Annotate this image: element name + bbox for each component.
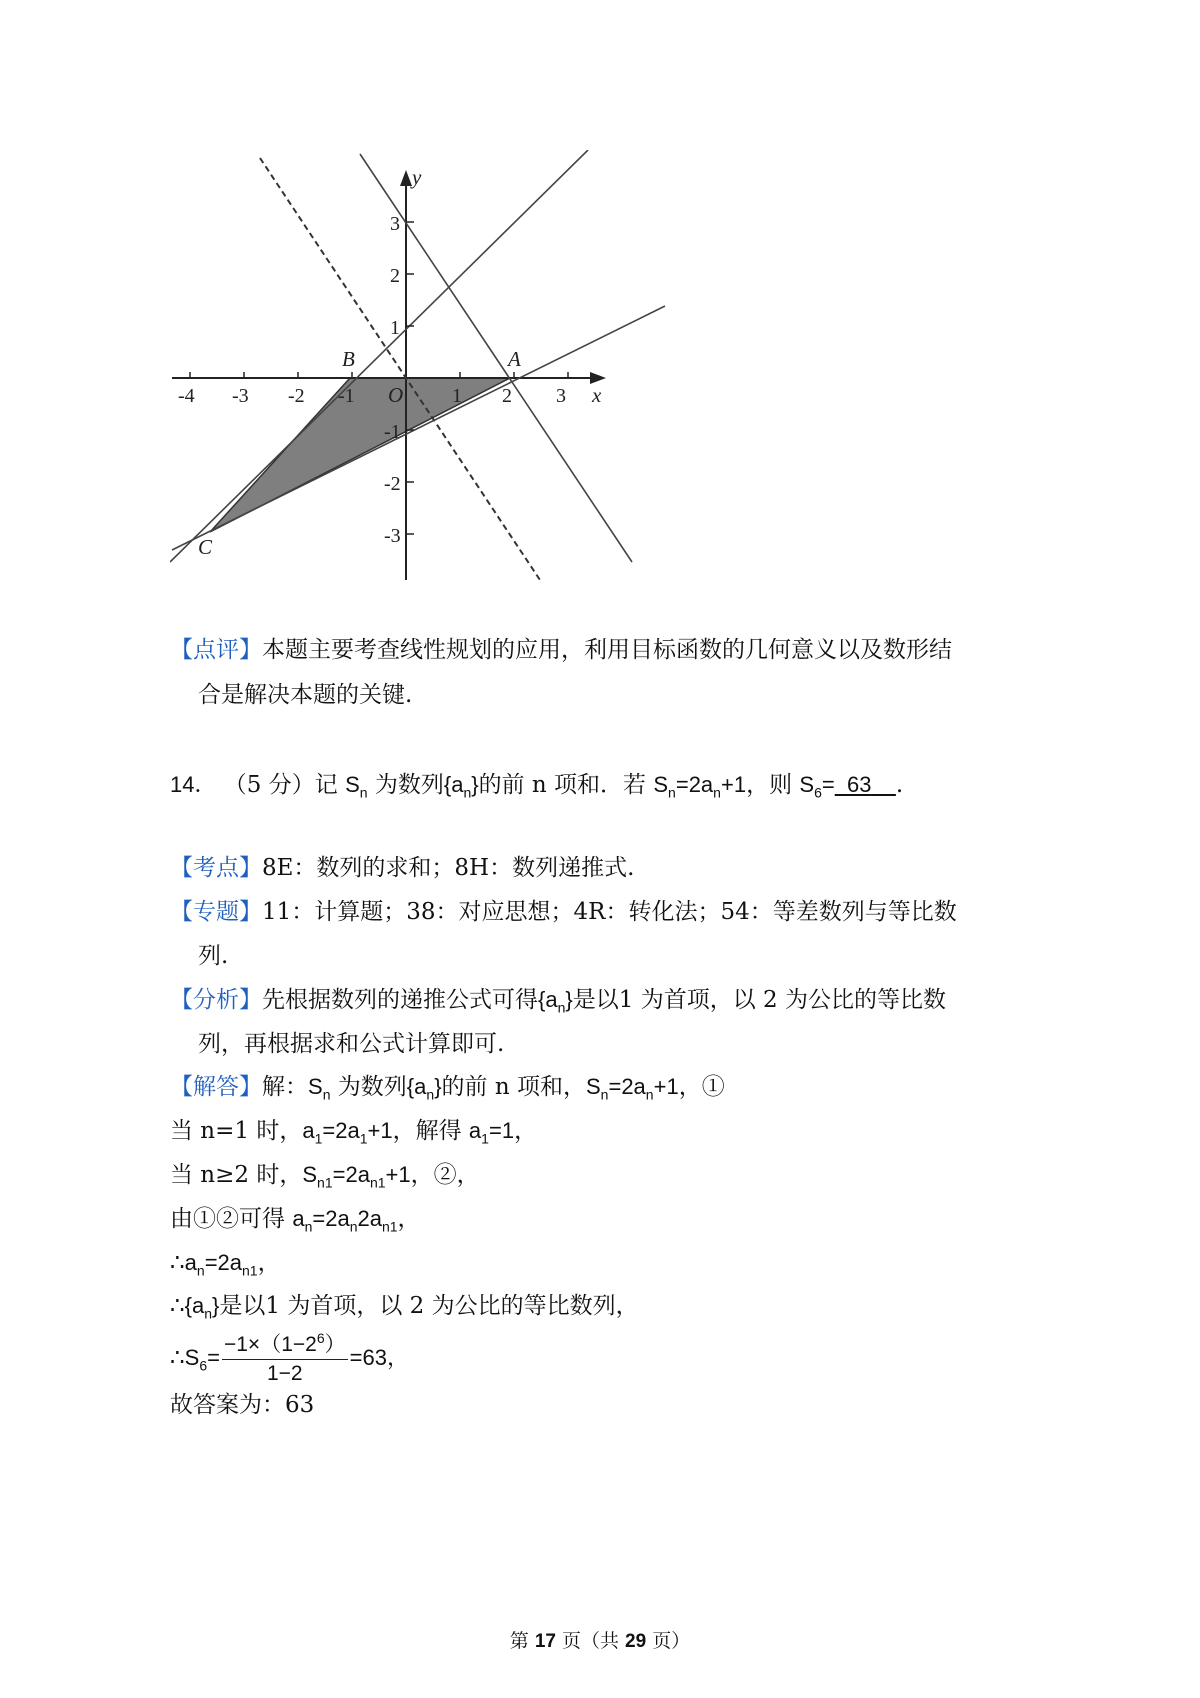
y-tick-label: 1 [390, 317, 400, 339]
line-through-a-c [172, 306, 665, 550]
line-through-a-steep [360, 154, 632, 562]
jieda-text: 为数列 [337, 1074, 407, 1100]
x-tick-label: -2 [288, 385, 305, 407]
x-axis-label: x [592, 383, 602, 407]
math-sn-minus-1: $S_{n﻿1}=2a_{n﻿1}+1$ [302, 1162, 411, 1191]
jieda-line-8 [0, 1390, 1200, 1420]
dashed-line [260, 158, 540, 580]
jieda-text: 的前 n 项和， [441, 1074, 586, 1100]
jieda-line-3 [0, 1160, 1200, 1190]
y-tick-label: 3 [390, 213, 400, 235]
fraction-numerator: $-1\times(1-2^6)$ [222, 1333, 348, 1360]
point-label-c: C [198, 535, 213, 559]
kaodian-tag: 【考点】 [170, 855, 262, 881]
jieda-line-4 [0, 1204, 1200, 1234]
line-through-b [170, 150, 588, 562]
jieda-text: 当 n≥2 时， [170, 1162, 303, 1188]
jieda-line-7 [0, 1330, 1200, 1386]
y-tick-label: 2 [390, 265, 400, 287]
y-tick-label: -2 [384, 473, 401, 495]
kaodian-line [0, 853, 1200, 883]
sum-fraction [222, 1329, 348, 1386]
x-tick-label: 1 [452, 385, 462, 407]
jieda-text: ∴ [170, 1293, 185, 1319]
origin-label: O [388, 383, 404, 407]
jieda-text: 解： [262, 1074, 308, 1100]
fraction-denominator: 1−2 [266, 1361, 303, 1385]
page-footer: 第 17 页（共 29 页） [509, 1630, 691, 1652]
page-number: 17 [534, 1631, 556, 1652]
jieda-text: ∴ [170, 1345, 185, 1371]
jieda-text: ， [397, 1206, 421, 1232]
x-tick-label: -3 [232, 385, 249, 407]
jieda-text: ， [257, 1250, 281, 1276]
jieda-text: 当 n=1 时， [170, 1118, 303, 1144]
graph-svg [170, 150, 730, 650]
fenxi-tag: 【分析】 [170, 987, 262, 1013]
math-recurrence: $S_n=2a_n+1$ [653, 772, 747, 801]
comment-line-1 [0, 635, 1200, 665]
zhuanti-text-2: 列. [198, 943, 229, 969]
question-text: 的前 n 项和．若 [478, 772, 654, 798]
question-number: 14． [170, 772, 217, 797]
math-an-ratio: $a_n=2a_{n﻿1}$ [184, 1250, 258, 1279]
math-sn: $S_n$ [345, 772, 368, 801]
y-tick-label: -1 [384, 421, 401, 443]
jieda-text: ， [514, 1118, 538, 1144]
linear-programming-graph [170, 150, 730, 650]
question-text: ，则 [746, 772, 800, 798]
math-set-an: $\{a_n\}$ [184, 1293, 220, 1322]
fenxi-line-2 [0, 1029, 1200, 1059]
jieda-line-1 [0, 1072, 1200, 1102]
fenxi-line-1 [0, 985, 1200, 1015]
math-set-an: $\{a_n\}$ [406, 1074, 442, 1103]
jieda-line-5 [0, 1248, 1200, 1278]
math-a1-eq: $a_1=2a_1+1$ [302, 1118, 393, 1147]
fenxi-text: 是以﻿1 为首项，以 2 为公比的等比数 [572, 987, 946, 1013]
jieda-text: ，① [678, 1074, 725, 1100]
question-text: 为数列 [374, 772, 444, 798]
question-end: . [895, 772, 904, 798]
x-tick-label: -1 [338, 385, 355, 407]
jieda-tag: 【解答】 [170, 1074, 262, 1100]
jieda-text: 是以﻿1 为首项，以 2 为公比的等比数列， [219, 1293, 639, 1319]
fenxi-text: 先根据数列的递推公式可得 [262, 987, 538, 1013]
jieda-text: ，②， [410, 1162, 480, 1188]
math-result: =﻿63， [349, 1345, 409, 1370]
zhuanti-tag: 【专题】 [170, 899, 262, 925]
comment-text-2: 合是解决本题的关键. [198, 682, 413, 708]
zhuanti-line-1 [0, 897, 1200, 927]
math-s6: $S_6=$ [799, 772, 835, 801]
math-set-an: $\{a_n\}$ [443, 772, 479, 801]
comment-line-2 [0, 680, 1200, 710]
math-an-diff: $a_n=2a_n﻿2a_{n﻿1}$ [292, 1206, 398, 1235]
zhuanti-line-2 [0, 941, 1200, 971]
x-tick-label: 2 [502, 385, 512, 407]
kaodian-text: 8E：数列的求和；8H：数列递推式. [262, 855, 635, 881]
math-sn: $S_n$ [308, 1074, 331, 1103]
math-set-an: $\{a_n\}$ [538, 987, 573, 1016]
point-label-a: A [508, 347, 521, 371]
comment-tag: 【点评】 [170, 637, 262, 663]
y-axis-label: y [412, 165, 422, 189]
x-tick-label: -4 [178, 385, 195, 407]
point-label-b: B [342, 347, 355, 371]
jieda-line-6 [0, 1291, 1200, 1321]
y-tick-label: -3 [384, 525, 401, 547]
jieda-line-2 [0, 1116, 1200, 1146]
math-recurrence: $S_n=2a_n+1$ [585, 1074, 679, 1103]
zhuanti-text: 11：计算题；38：对应思想；4R：转化法；54：等差数列与等比数 [262, 899, 957, 925]
math-s6: $S_6=$ [184, 1345, 220, 1374]
math-a1-value: $a_1=﻿1$ [468, 1118, 515, 1147]
question-14 [0, 770, 1200, 800]
jieda-text: ，解得 [392, 1118, 469, 1144]
comment-text: 本题主要考查线性规划的应用，利用目标函数的几何意义以及数形结 [262, 637, 952, 663]
x-tick-label: 3 [556, 385, 566, 407]
answer-blank: ﻿63 [846, 772, 872, 797]
final-answer: 故答案为：﻿63 [170, 1392, 315, 1418]
question-score: （5 分）记 [223, 772, 346, 798]
jieda-text: 由①﻿②可得 [170, 1206, 293, 1232]
page-total: 29 [625, 1631, 647, 1652]
jieda-text: ∴ [170, 1250, 185, 1276]
fenxi-text-2: 列，再根据求和公式计算即可. [198, 1031, 505, 1057]
y-axis-arrow [400, 170, 412, 186]
